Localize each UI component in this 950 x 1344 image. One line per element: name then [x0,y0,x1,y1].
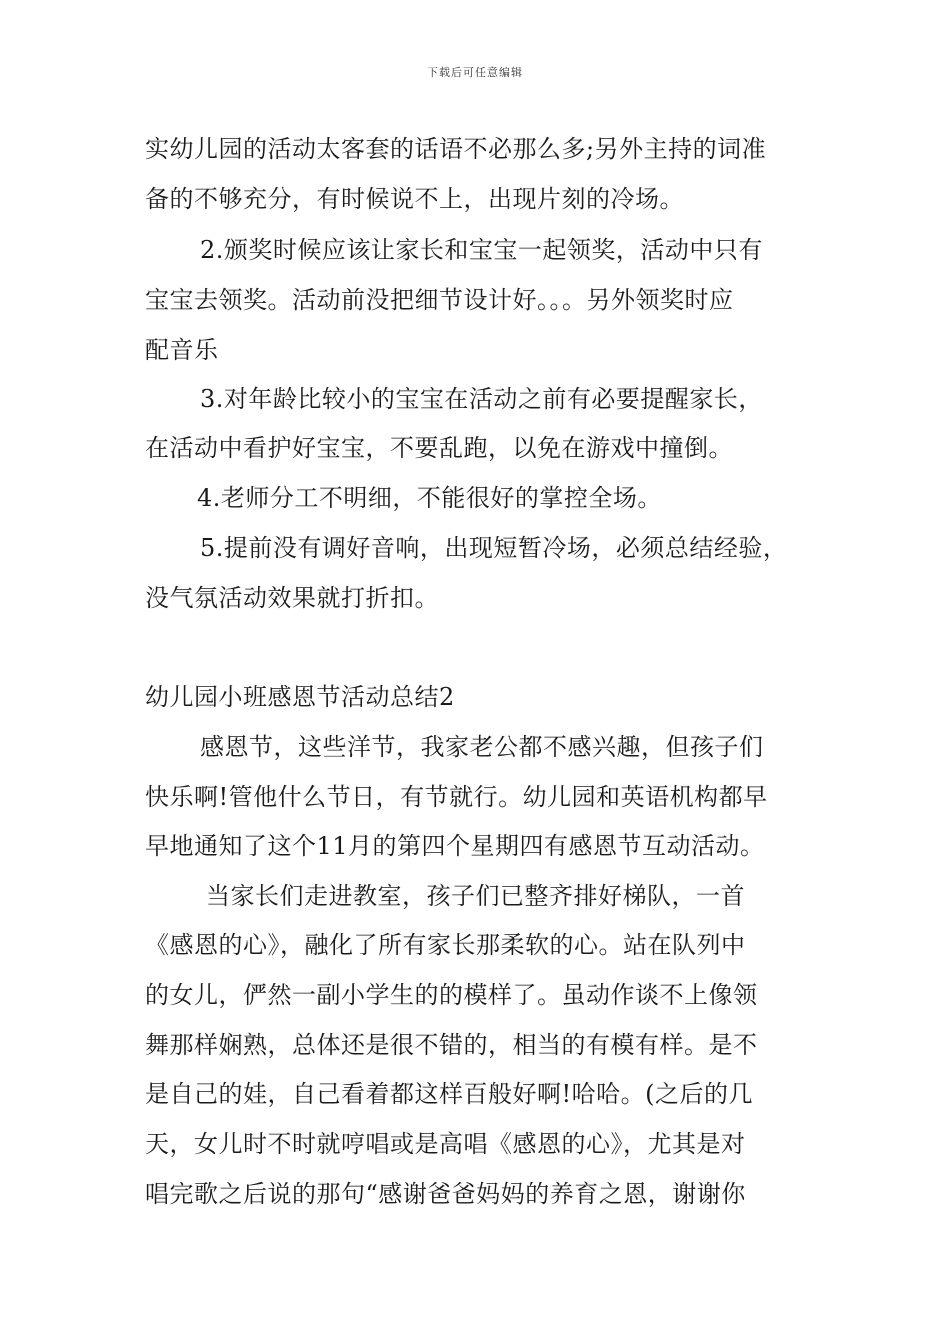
text-line: 是自己的娃，自己看着都这样百般好啊!哈哈。(之后的几 [145,1080,754,1108]
page-header: 下载后可任意编辑 [427,66,523,79]
text-line: 当家长们走进教室，孩子们已整齐排好梯队，一首 [206,882,745,910]
section-title: 幼儿园小班感恩节活动总结2 [145,683,455,711]
text-line: 实幼儿园的活动太客套的话语不必那么多;另外主持的词准 [145,135,767,163]
text-line: 3.对年龄比较小的宝宝在活动之前有必要提醒家长， [200,385,763,413]
text-line: 2.颁奖时候应该让家长和宝宝一起领奖，活动中只有 [200,236,763,264]
text-line: 在活动中看护好宝宝，不要乱跑，以免在游戏中撞倒。 [145,434,733,462]
text-line: 备的不够充分，有时候说不上，出现片刻的冷场。 [145,185,684,213]
text-line: 唱完歌之后说的那句“感谢爸爸妈妈的养育之恩，谢谢你 [145,1180,746,1208]
text-line: 5.提前没有调好音响，出现短暂冷场，必须总结经验， [200,534,788,562]
text-line: 的女儿，俨然一副小学生的的模样了。虽动作谈不上像领 [145,981,758,1009]
text-line: 舞那样娴熟，总体还是很不错的，相当的有模有样。是不 [145,1031,758,1059]
text-line: 感恩节，这些洋节，我家老公都不感兴趣，但孩子们 [200,733,764,761]
text-line: 快乐啊!管他什么节日，有节就行。幼儿园和英语机构都早 [145,783,768,811]
text-line: 4.老师分工不明细，不能很好的掌控全场。 [197,484,662,512]
text-line: 配音乐 [145,336,219,364]
text-line: 早地通知了这个11月的第四个星期四有感恩节互动活动。 [145,832,765,860]
text-line: 天，女儿时不时就哼唱或是高唱《感恩的心》，尤其是对 [145,1130,746,1158]
text-line: 没气氛活动效果就打折扣。 [145,584,439,612]
text-line: 宝宝去领奖。活动前没把细节设计好。。。另外领奖时应 [145,286,734,314]
text-line: 《感恩的心》，融化了所有家长那柔软的心。站在队列中 [145,931,746,959]
